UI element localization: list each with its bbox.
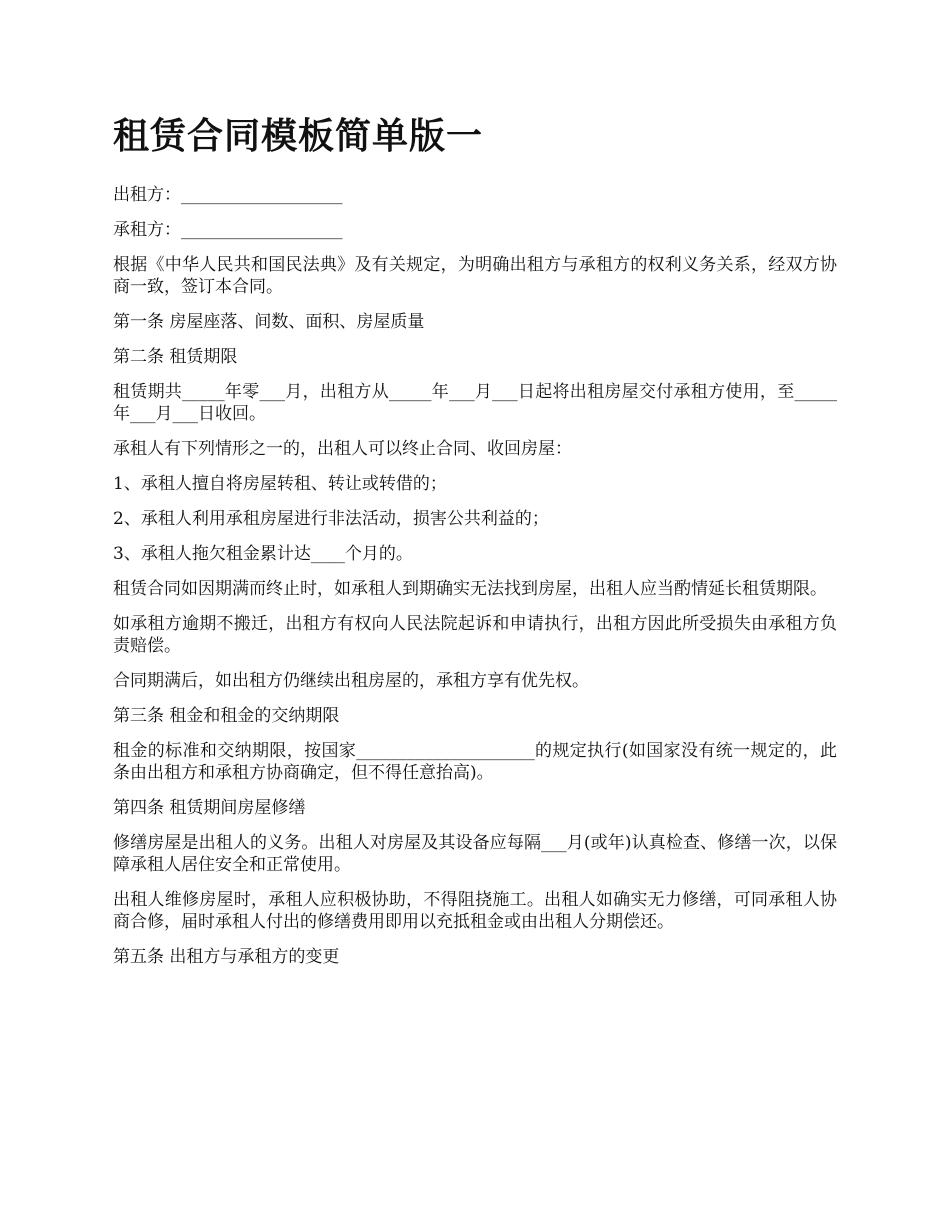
article-4-heading: 第四条 租赁期间房屋修缮 <box>113 798 306 818</box>
article-2-heading: 第二条 租赁期限 <box>113 347 238 367</box>
condition-item-1: 1、承租人擅自将房屋转租、转让或转借的； <box>113 474 447 494</box>
repair-duty-paragraph: 修缮房屋是出租人的义务。出租人对房屋及其设备应每隔___月(或年)认真检查、修缮一次，以保障承租人居住安全和正常使用。 <box>113 833 837 875</box>
lease-term-paragraph: 租赁期共_____年零___月，出租方从_____年___月___日起将出租房屋交付承租方使用，至_____年___月___日收回。 <box>113 382 837 424</box>
expiry-extension-paragraph: 租赁合同如因期满而终止时，如承租人到期确实无法找到房屋，出租人应当酌情延长租赁期限。 <box>113 579 827 599</box>
overdue-move-out-paragraph: 如承租方逾期不搬迁，出租方有权向人民法院起诉和申请执行，出租方因此所受损失由承租方负责赔偿。 <box>113 614 837 656</box>
rent-standard-paragraph: 租金的标准和交纳期限，按国家_____________________的规定执行(如国家没有统一规定的，此条由出租方和承租方协商确定，但不得任意抬高)。 <box>113 741 837 783</box>
document-title: 租赁合同模板简单版一 <box>113 115 484 157</box>
article-3-heading: 第三条 租金和租金的交纳期限 <box>113 706 340 726</box>
preamble-paragraph: 根据《中华人民共和国民法典》及有关规定，为明确出租方与承租方的权利义务关系，经双方协商一致，签订本合同。 <box>113 255 837 297</box>
article-1-heading: 第一条 房屋座落、间数、面积、房屋质量 <box>113 312 425 332</box>
condition-item-3: 3、承租人拖欠租金累计达____个月的。 <box>113 544 413 564</box>
termination-conditions-paragraph: 承租人有下列情形之一的，出租人可以终止合同、收回房屋： <box>113 439 572 459</box>
article-5-heading: 第五条 出租方与承租方的变更 <box>113 947 340 967</box>
condition-item-2: 2、承租人利用承租房屋进行非法活动，损害公共利益的； <box>113 509 549 529</box>
lessor-line: 出租方：___________________ <box>113 185 343 205</box>
lessee-line: 承租方：___________________ <box>113 220 343 240</box>
repair-cooperation-paragraph: 出租人维修房屋时，承租人应积极协助，不得阻挠施工。出租人如确实无力修缮，可同承租人协商合修，届时承租人付出的修缮费用即用以充抵租金或由出租人分期偿还。 <box>113 890 837 932</box>
priority-right-paragraph: 合同期满后，如出租方仍继续出租房屋的，承租方享有优先权。 <box>113 671 589 691</box>
